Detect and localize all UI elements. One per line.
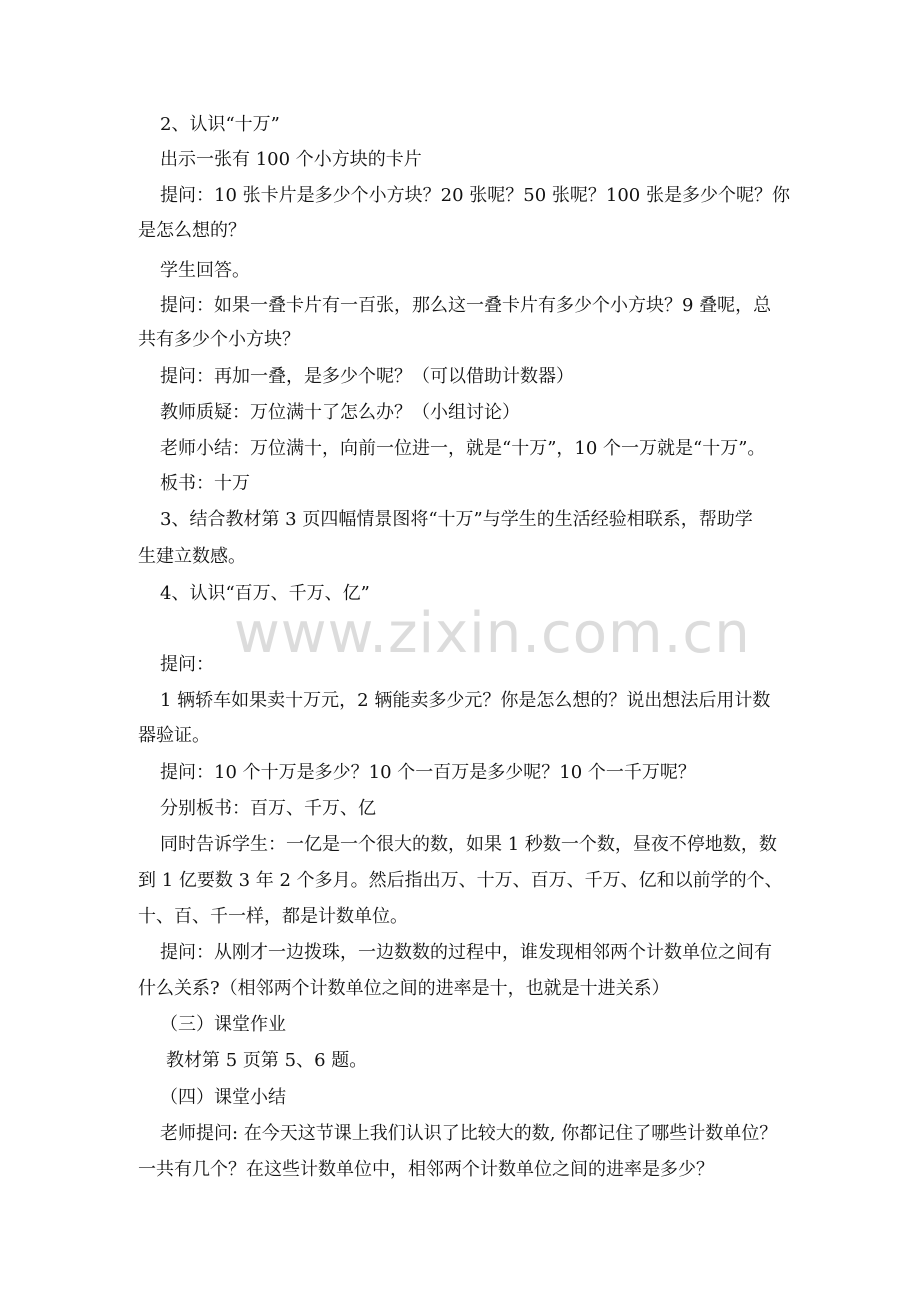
paragraph-line: 提问： [160, 654, 214, 675]
heading-shiwan: 2、认识“十万” [160, 114, 280, 135]
paragraph-line: 共有多少个小方块？ [138, 329, 300, 350]
paragraph-line: 教师质疑：万位满十了怎么办？（小组讨论） [160, 402, 520, 423]
paragraph-line: 老师提问: 在今天这节课上我们认识了比较大的数, 你都记住了哪些计数单位？ [160, 1123, 778, 1144]
paragraph-line: 生建立数感。 [138, 546, 246, 567]
paragraph-line: 器验证。 [138, 725, 210, 746]
paragraph-line: 出示一张有 100 个小方块的卡片 [160, 149, 422, 170]
paragraph-line: 提问：10 个十万是多少？10 个一百万是多少呢？10 个一千万呢？ [160, 762, 696, 783]
paragraph-line: 提问：从刚才一边拨珠，一边数数的过程中，谁发现相邻两个计数单位之间有 [160, 942, 772, 963]
heading-section-4: 4、认识“百万、千万、亿” [160, 583, 370, 604]
paragraph-line: 教材第 5 页第 5、6 题。 [166, 1050, 368, 1071]
paragraph-line: 什么关系?（相邻两个计数单位之间的进率是十，也就是十进关系） [138, 978, 670, 999]
paragraph-line: 是怎么想的？ [138, 220, 246, 241]
heading-summary: （四）课堂小结 [160, 1087, 286, 1108]
paragraph-line: 1 辆轿车如果卖十万元，2 辆能卖多少元？你是怎么想的？说出想法后用计数 [160, 690, 771, 711]
paragraph-line: 十、百、千一样，都是计数单位。 [138, 906, 408, 927]
paragraph-line: 分别板书：百万、千万、亿 [160, 798, 376, 819]
paragraph-line: 一共有几个？在这些计数单位中，相邻两个计数单位之间的进率是多少？ [138, 1159, 714, 1180]
paragraph-line: 提问：再加一叠，是多少个呢？（可以借助计数器） [160, 366, 574, 387]
heading-classwork: （三）课堂作业 [160, 1014, 286, 1035]
paragraph-line: 板书：十万 [160, 473, 250, 494]
paragraph-line: 学生回答。 [160, 260, 250, 281]
paragraph-line: 老师小结：万位满十，向前一位进一，就是“十万”，10 个一万就是“十万”。 [160, 438, 766, 459]
paragraph-line: 提问：10 张卡片是多少个小方块？20 张呢？50 张呢？100 张是多少个呢？你 [160, 185, 790, 206]
heading-section-3: 3、结合教材第 3 页四幅情景图将“十万”与学生的生活经验相联系，帮助学 [160, 509, 753, 530]
paragraph-line: 同时告诉学生：一亿是一个很大的数，如果 1 秒数一个数，昼夜不停地数，数 [160, 834, 777, 855]
watermark: www.zixin.com.cn [234, 601, 751, 666]
paragraph-line: 到 1 亿要数 3 年 2 个多月。然后指出万、十万、百万、千万、亿和以前学的个、 [138, 870, 783, 891]
paragraph-line: 提问：如果一叠卡片有一百张，那么这一叠卡片有多少个小方块？9 叠呢，总 [160, 295, 772, 316]
